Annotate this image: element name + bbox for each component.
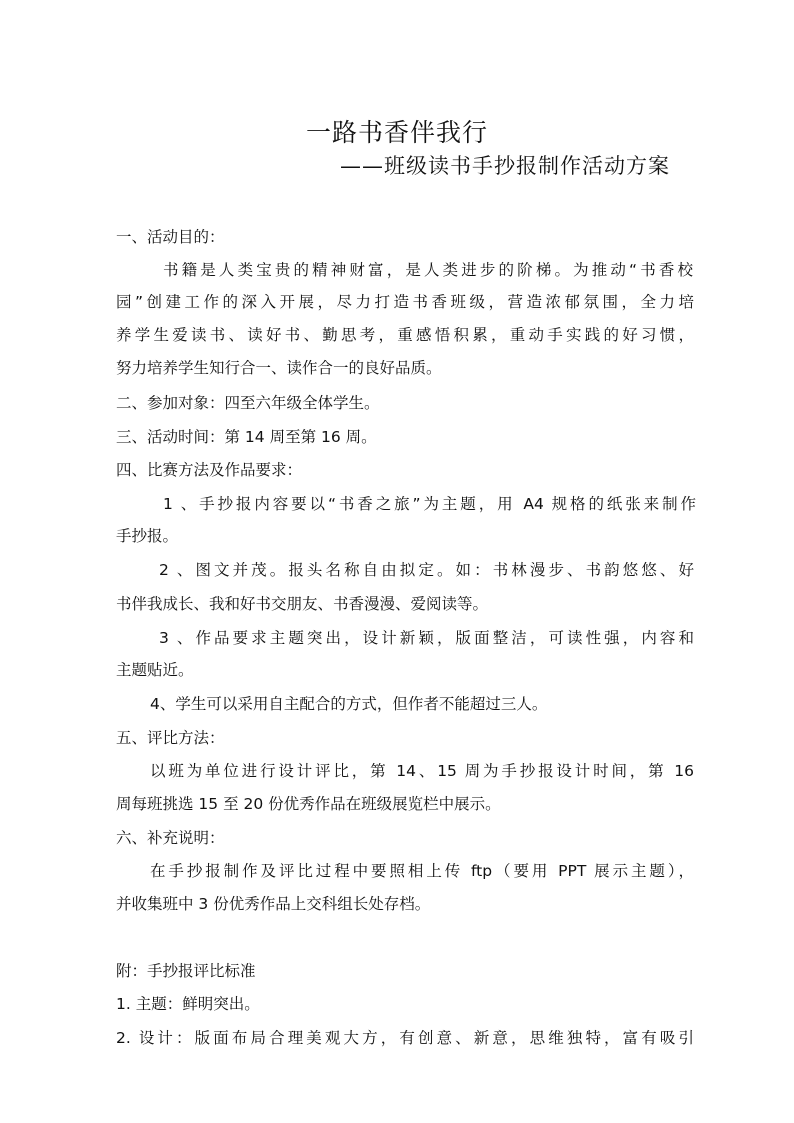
criteria-item-1: 1. 主题：鲜明突出。 <box>116 995 260 1013</box>
rule-item-1-continued: 手抄报。 <box>116 527 179 545</box>
rule-item-2: 2 、图文并茂。报头名称自由拟定。如：书林漫步、书韵悠悠、好 <box>159 561 694 579</box>
rule-item-4: 4、学生可以采用自主配合的方式，但作者不能超过三人。 <box>150 695 548 713</box>
section-heading-notes: 六、补充说明： <box>116 829 225 847</box>
rule-item-3-continued: 主题贴近。 <box>116 661 194 679</box>
document-subtitle: ——班级读书手抄报制作活动方案 <box>340 154 670 178</box>
section-heading-evaluation: 五、评比方法： <box>116 729 225 747</box>
section-heading-time: 三、活动时间：第 14 周至第 16 周。 <box>116 428 377 446</box>
paragraph-line: 养学生爱读书、读好书、勤思考，重感悟积累，重动手实践的好习惯， <box>116 326 694 344</box>
paragraph-line: 在手抄报制作及评比过程中要照相上传 ftp（要用 PPT 展示主题）， <box>150 862 694 880</box>
paragraph-line: 园”创建工作的深入开展，尽力打造书香班级，营造浓郁氛围，全力培 <box>116 293 694 311</box>
rule-item-3: 3 、作品要求主题突出，设计新颖，版面整洁，可读性强，内容和 <box>159 629 694 647</box>
paragraph-line: 以班为单位进行设计评比，第 14、15 周为手抄报设计时间，第 16 <box>150 762 694 780</box>
paragraph-line: 努力培养学生知行合一、读作合一的良好品质。 <box>116 359 442 377</box>
section-heading-participants: 二、参加对象：四至六年级全体学生。 <box>116 394 380 412</box>
appendix-heading: 附：手抄报评比标准 <box>116 962 256 980</box>
rule-item-2-continued: 书伴我成长、我和好书交朋友、书香漫漫、爱阅读等。 <box>116 595 489 613</box>
paragraph-line: 周每班挑选 15 至 20 份优秀作品在班级展览栏中展示。 <box>116 795 501 813</box>
paragraph-line: 书籍是人类宝贵的精神财富，是人类进步的阶梯。为推动“书香校 <box>163 261 693 279</box>
section-heading-purpose: 一、活动目的： <box>116 228 225 246</box>
criteria-item-2: 2. 设计：版面布局合理美观大方，有创意、新意，思维独特，富有吸引 <box>116 1029 694 1047</box>
rule-item-1: 1 、手抄报内容要以“书香之旅”为主题，用 A4 规格的纸张来制作 <box>163 495 696 513</box>
paragraph-line: 并收集班中 3 份优秀作品上交科组长处存档。 <box>116 895 431 913</box>
section-heading-rules: 四、比赛方法及作品要求： <box>116 461 303 479</box>
document-title: 一路书香伴我行 <box>305 118 488 147</box>
